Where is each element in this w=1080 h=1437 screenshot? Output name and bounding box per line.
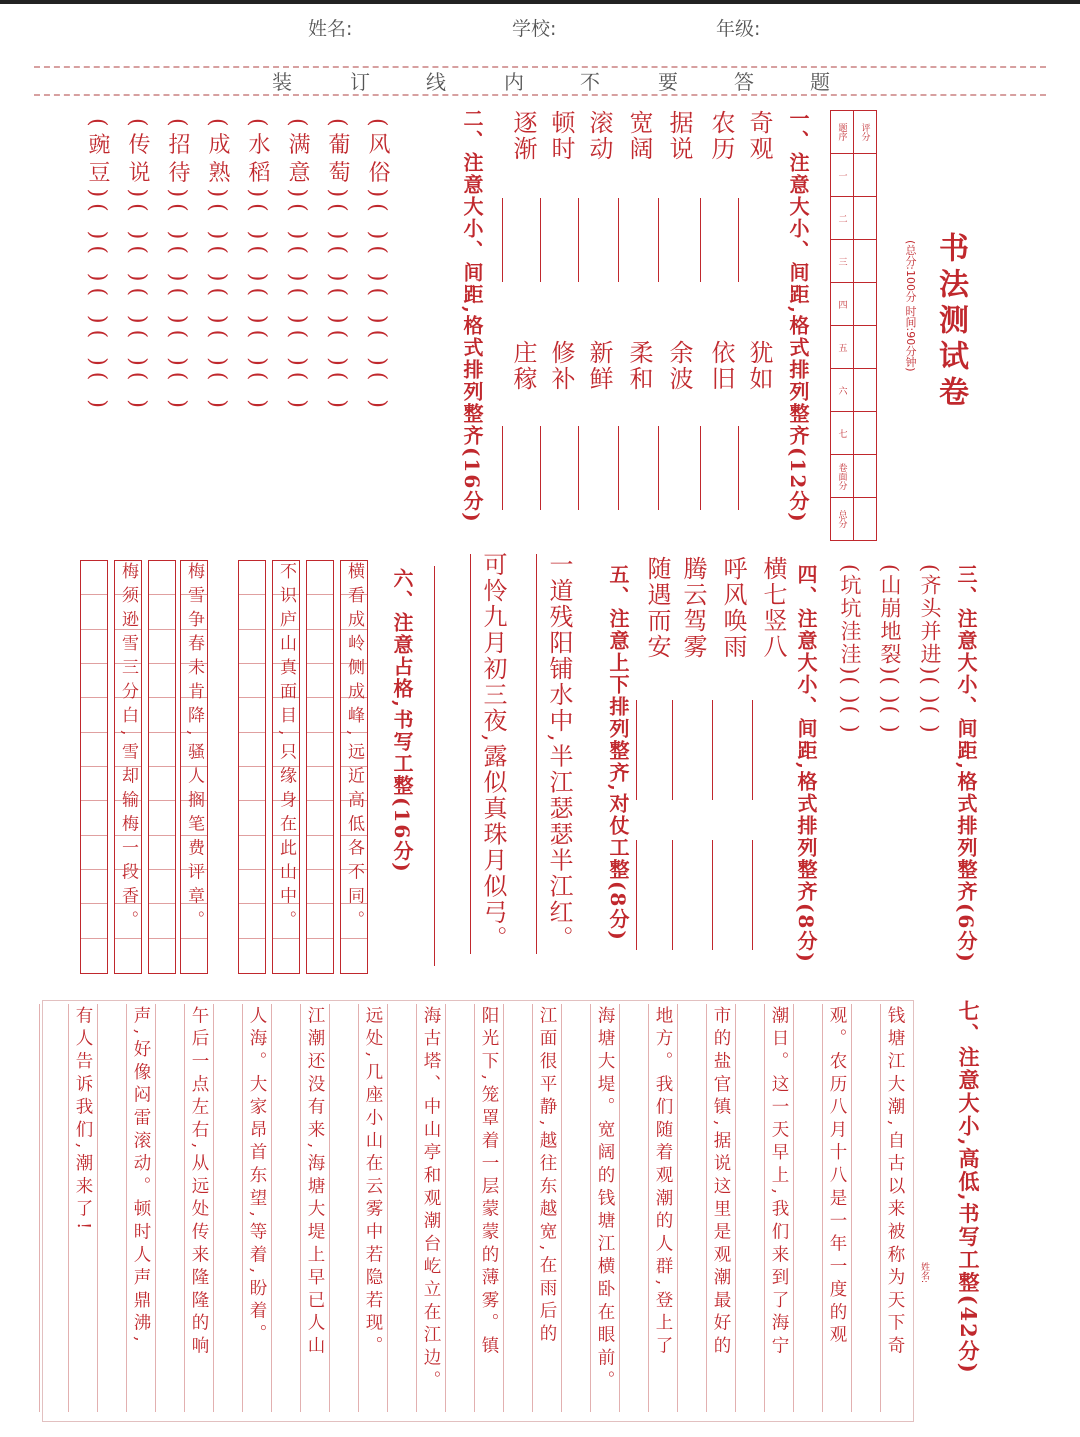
page-title: 书法测试卷 bbox=[933, 232, 968, 412]
passage-blank-rule[interactable] bbox=[561, 1004, 562, 1412]
section2-row: (招待)( )( )( )( )( ) bbox=[165, 118, 190, 414]
binding-char: 内 bbox=[504, 70, 524, 94]
grid-cell[interactable] bbox=[149, 801, 175, 835]
grid-cell[interactable] bbox=[239, 664, 265, 698]
practice-line[interactable] bbox=[578, 198, 579, 282]
grid-cell[interactable] bbox=[81, 939, 107, 973]
practice-line[interactable] bbox=[636, 700, 637, 800]
passage-blank-rule[interactable] bbox=[677, 1004, 678, 1412]
section1-word: 奇观 bbox=[745, 110, 773, 162]
grid-cell[interactable] bbox=[149, 733, 175, 767]
practice-line[interactable] bbox=[658, 198, 659, 282]
section7-line: 江潮还没有来,海塘大堤上早已人山 bbox=[305, 1006, 325, 1359]
section7-line: 潮日。这一天早上,我们来到了海宁 bbox=[769, 1006, 789, 1359]
section4-idiom: 呼风唤雨 bbox=[719, 556, 747, 660]
binding-char: 要 bbox=[658, 70, 678, 94]
section6-line: 不识庐山真面目,只缘身在此山中。 bbox=[276, 562, 296, 935]
section1-word: 新鲜 bbox=[585, 340, 613, 392]
section7-line: 远处,几座小山在云雾中若隐若现。 bbox=[363, 1006, 383, 1359]
section7-line: 观。农历八月十八是一年一度的观 bbox=[827, 1006, 847, 1348]
passage-blank-rule[interactable] bbox=[735, 1004, 736, 1412]
passage-rule bbox=[300, 1004, 301, 1412]
binding-char: 答 bbox=[734, 70, 754, 94]
grid-cell[interactable] bbox=[239, 630, 265, 664]
section7-line: 有人告诉我们,潮来了! bbox=[73, 1006, 93, 1235]
score-label: 六 bbox=[831, 369, 854, 412]
binding-char: 题 bbox=[810, 70, 830, 94]
section5-line: 可怜九月初三夜,露似真珠月似弓。 bbox=[479, 552, 507, 952]
practice-line[interactable] bbox=[700, 198, 701, 282]
section6-heading: 六、注意占格,书写工整(16分) bbox=[390, 568, 414, 874]
section3-row: (山崩地裂)( )( ) bbox=[878, 564, 902, 735]
score-cell[interactable] bbox=[854, 369, 877, 412]
grid-cell[interactable] bbox=[149, 664, 175, 698]
grid-cell[interactable] bbox=[239, 767, 265, 801]
grid-cell[interactable] bbox=[149, 939, 175, 973]
grid-cell[interactable] bbox=[81, 698, 107, 732]
score-cell[interactable] bbox=[854, 283, 877, 326]
section2-row: (传说)( )( )( )( )( ) bbox=[125, 118, 150, 414]
grid-cell[interactable] bbox=[149, 767, 175, 801]
grid-cell bbox=[115, 939, 141, 973]
binding-line-bottom bbox=[34, 94, 1046, 96]
passage-rule bbox=[242, 1004, 243, 1412]
passage-blank-rule[interactable] bbox=[387, 1004, 388, 1412]
section3-row: (坑坑洼洼)( )( ) bbox=[838, 564, 862, 735]
grid-cell[interactable] bbox=[149, 904, 175, 938]
section1-word: 滚动 bbox=[585, 110, 613, 162]
score-label: 题序 bbox=[831, 111, 854, 154]
score-table bbox=[830, 110, 877, 541]
section2-row: (满意)( )( )( )( )( ) bbox=[285, 118, 310, 414]
grid-cell[interactable] bbox=[239, 561, 265, 595]
section4-idiom: 随遇而安 bbox=[643, 556, 671, 660]
section5-underline bbox=[470, 554, 471, 954]
section5-underline bbox=[536, 554, 537, 954]
grid-cell[interactable] bbox=[239, 595, 265, 629]
grid-cell[interactable] bbox=[149, 698, 175, 732]
grid-cell[interactable] bbox=[307, 801, 333, 835]
practice-line[interactable] bbox=[672, 700, 673, 800]
section1-word: 依旧 bbox=[707, 340, 735, 392]
grid-cell[interactable] bbox=[239, 870, 265, 904]
score-label: 四 bbox=[831, 283, 854, 326]
passage-rule bbox=[822, 1004, 823, 1412]
grid-cell[interactable] bbox=[239, 904, 265, 938]
section7-heading: 七、注意大小,高低,书写工整(42分) bbox=[956, 1000, 981, 1375]
section2-row: (成熟)( )( )( )( )( ) bbox=[205, 118, 230, 414]
section4-idiom: 腾云驾雾 bbox=[679, 556, 707, 660]
binding-line-text bbox=[0, 66, 1080, 92]
practice-line[interactable] bbox=[658, 426, 659, 510]
section1-word: 据说 bbox=[665, 110, 693, 162]
practice-line[interactable] bbox=[502, 426, 503, 510]
section1-heading: 一、注意大小、间距,格式排列整齐(12分) bbox=[786, 108, 810, 524]
passage-blank-rule[interactable] bbox=[213, 1004, 214, 1412]
passage-blank-rule[interactable] bbox=[329, 1004, 330, 1412]
passage-rule bbox=[590, 1004, 591, 1412]
practice-grid[interactable] bbox=[306, 560, 334, 974]
grid-cell[interactable] bbox=[239, 801, 265, 835]
practice-line[interactable] bbox=[502, 198, 503, 282]
section1-word: 余波 bbox=[665, 340, 693, 392]
passage-blank-rule[interactable] bbox=[619, 1004, 620, 1412]
grid-cell bbox=[341, 939, 367, 973]
grid-cell[interactable] bbox=[81, 904, 107, 938]
binding-char: 订 bbox=[350, 70, 370, 94]
section5-heading: 五、注意上下排列整齐,对仗工整(8分) bbox=[606, 564, 630, 942]
passage-rule bbox=[706, 1004, 707, 1412]
section4-heading: 四、注意大小、间距,格式排列整齐(8分) bbox=[794, 564, 818, 964]
section3-row: (齐头并进)( )( ) bbox=[918, 564, 942, 735]
section1-word: 庄稼 bbox=[509, 340, 537, 392]
section7-line: 市的盐官镇,据说这里是观潮最好的 bbox=[711, 1006, 731, 1359]
score-cell[interactable] bbox=[854, 326, 877, 369]
score-label: 三 bbox=[831, 240, 854, 283]
grid-cell[interactable] bbox=[81, 801, 107, 835]
passage-blank-rule[interactable] bbox=[445, 1004, 446, 1412]
passage-rule bbox=[68, 1004, 69, 1412]
passage-blank-rule[interactable] bbox=[503, 1004, 504, 1412]
grid-cell[interactable] bbox=[81, 836, 107, 870]
practice-line[interactable] bbox=[618, 198, 619, 282]
section1-word: 修补 bbox=[547, 340, 575, 392]
grid-cell[interactable] bbox=[149, 595, 175, 629]
section2-row: (葡萄)( )( )( )( )( ) bbox=[325, 118, 350, 414]
grid-cell[interactable] bbox=[81, 767, 107, 801]
passage-rule bbox=[648, 1004, 649, 1412]
score-label: 七 bbox=[831, 412, 854, 455]
grid-cell[interactable] bbox=[149, 561, 175, 595]
grid-cell[interactable] bbox=[307, 733, 333, 767]
grid-cell[interactable] bbox=[81, 561, 107, 595]
grid-cell[interactable] bbox=[81, 870, 107, 904]
score-cell[interactable] bbox=[854, 197, 877, 240]
section7-line: 江面很平静,越往东越宽,在雨后的 bbox=[537, 1006, 557, 1347]
grid-cell[interactable] bbox=[149, 870, 175, 904]
passage-blank-rule[interactable] bbox=[851, 1004, 852, 1412]
passage-rule bbox=[880, 1004, 881, 1412]
practice-line[interactable] bbox=[636, 840, 637, 950]
grid-cell[interactable] bbox=[81, 733, 107, 767]
section1-word: 宽阔 bbox=[625, 110, 653, 162]
grid-cell[interactable] bbox=[81, 664, 107, 698]
name-label: 姓名: bbox=[308, 18, 353, 40]
grid-cell[interactable] bbox=[149, 630, 175, 664]
passage-rule bbox=[184, 1004, 185, 1412]
score-cell[interactable] bbox=[854, 455, 877, 498]
grid-cell[interactable] bbox=[307, 664, 333, 698]
grid-cell[interactable] bbox=[239, 698, 265, 732]
grid-cell bbox=[181, 939, 207, 973]
section1-word: 犹如 bbox=[745, 340, 773, 392]
score-label: 一 bbox=[831, 154, 854, 197]
binding-char: 装 bbox=[272, 70, 292, 94]
grid-cell bbox=[273, 939, 299, 973]
score-cell[interactable] bbox=[854, 412, 877, 455]
section7-line: 钱塘江大潮,自古以来被称为天下奇 bbox=[885, 1006, 905, 1359]
score-cell[interactable] bbox=[854, 240, 877, 283]
score-cell[interactable] bbox=[854, 498, 877, 541]
section2-heading: 二、注意大小、间距,格式排列整齐(16分) bbox=[460, 108, 484, 524]
section7-line: 海塘大堤。宽阔的钱塘江横卧在眼前。 bbox=[595, 1006, 615, 1394]
practice-line[interactable] bbox=[738, 426, 739, 510]
passage-blank-rule[interactable] bbox=[271, 1004, 272, 1412]
binding-char: 不 bbox=[580, 70, 600, 94]
section1-word: 顿时 bbox=[547, 110, 575, 162]
practice-line[interactable] bbox=[672, 840, 673, 950]
score-label: 五 bbox=[831, 326, 854, 369]
grid-cell[interactable] bbox=[307, 595, 333, 629]
section7-line: 人海。大家昂首东望,等着,盼着。 bbox=[247, 1006, 267, 1347]
grid-cell[interactable] bbox=[81, 630, 107, 664]
practice-line[interactable] bbox=[752, 700, 753, 800]
passage-rule bbox=[764, 1004, 765, 1412]
passage-rule bbox=[126, 1004, 127, 1412]
section5-line: 一道残阳铺水中,半江瑟瑟半江红。 bbox=[545, 552, 573, 952]
score-cell[interactable] bbox=[854, 154, 877, 197]
passage-blank-rule[interactable] bbox=[793, 1004, 794, 1412]
section7-name-tag: 姓名: bbox=[919, 1262, 929, 1284]
passage-blank-rule[interactable] bbox=[39, 1004, 40, 1412]
grid-cell[interactable] bbox=[307, 698, 333, 732]
practice-line[interactable] bbox=[540, 198, 541, 282]
section1-word: 农历 bbox=[707, 110, 735, 162]
score-label: 卷面分 bbox=[831, 455, 854, 498]
practice-line[interactable] bbox=[752, 840, 753, 950]
score-label: 评分 bbox=[854, 111, 877, 154]
section1-word: 逐渐 bbox=[509, 110, 537, 162]
section6-line: 梅须逊雪三分白,雪却输梅一段香。 bbox=[118, 562, 138, 935]
passage-blank-rule[interactable] bbox=[97, 1004, 98, 1412]
passage-rule bbox=[474, 1004, 475, 1412]
practice-line[interactable] bbox=[578, 426, 579, 510]
practice-line[interactable] bbox=[700, 426, 701, 510]
section5-blank-line bbox=[434, 566, 435, 966]
practice-grid[interactable] bbox=[80, 560, 108, 974]
grid-cell[interactable] bbox=[307, 767, 333, 801]
score-label: 总分 bbox=[831, 498, 854, 541]
section7-line: 阳光下,笼罩着一层蒙蒙的薄雾。镇 bbox=[479, 1006, 499, 1359]
practice-line[interactable] bbox=[712, 700, 713, 800]
section7-line: 地方。我们随着观潮的人群,登上了 bbox=[653, 1006, 673, 1359]
practice-line[interactable] bbox=[738, 198, 739, 282]
grid-cell[interactable] bbox=[307, 561, 333, 595]
grade-label: 年级: bbox=[716, 18, 761, 40]
school-label: 学校: bbox=[512, 18, 557, 40]
score-label: 二 bbox=[831, 197, 854, 240]
practice-line[interactable] bbox=[618, 426, 619, 510]
section7-line: 声,好像闷雷滚动。顿时人声鼎沸, bbox=[131, 1006, 151, 1347]
practice-grid[interactable] bbox=[148, 560, 176, 974]
top-edge bbox=[0, 0, 1080, 4]
grid-cell[interactable] bbox=[307, 836, 333, 870]
grid-cell[interactable] bbox=[239, 836, 265, 870]
section3-heading: 三、注意大小、间距,格式排列整齐(6分) bbox=[954, 564, 978, 964]
section7-line: 海古塔、中山亭和观潮台屹立在江边。 bbox=[421, 1006, 441, 1394]
passage-rule bbox=[532, 1004, 533, 1412]
grid-cell[interactable] bbox=[239, 733, 265, 767]
section2-row: (风俗)( )( )( )( )( ) bbox=[365, 118, 390, 414]
binding-char: 线 bbox=[426, 70, 446, 94]
passage-rule bbox=[358, 1004, 359, 1412]
grid-cell[interactable] bbox=[307, 630, 333, 664]
grid-cell[interactable] bbox=[307, 870, 333, 904]
section2-row: (水稻)( )( )( )( )( ) bbox=[245, 118, 270, 414]
section6-line: 横看成岭侧成峰,远近高低各不同。 bbox=[344, 562, 364, 935]
page-subtitle: (总分:100分 时间:90分钟) bbox=[904, 240, 917, 372]
grid-cell[interactable] bbox=[149, 836, 175, 870]
grid-cell[interactable] bbox=[81, 595, 107, 629]
grid-cell[interactable] bbox=[307, 904, 333, 938]
practice-grid[interactable] bbox=[238, 560, 266, 974]
practice-line[interactable] bbox=[712, 840, 713, 950]
grid-cell[interactable] bbox=[307, 939, 333, 973]
practice-line[interactable] bbox=[540, 426, 541, 510]
passage-blank-rule[interactable] bbox=[155, 1004, 156, 1412]
section7-line: 午后一点左右,从远处传来隆隆的响 bbox=[189, 1006, 209, 1359]
section2-row: (豌豆)( )( )( )( )( ) bbox=[85, 118, 110, 414]
section4-idiom: 横七竖八 bbox=[759, 556, 787, 660]
section1-word: 柔和 bbox=[625, 340, 653, 392]
section6-line: 梅雪争春未肯降,骚人搁笔费评章。 bbox=[184, 562, 204, 935]
passage-rule bbox=[416, 1004, 417, 1412]
grid-cell[interactable] bbox=[239, 939, 265, 973]
